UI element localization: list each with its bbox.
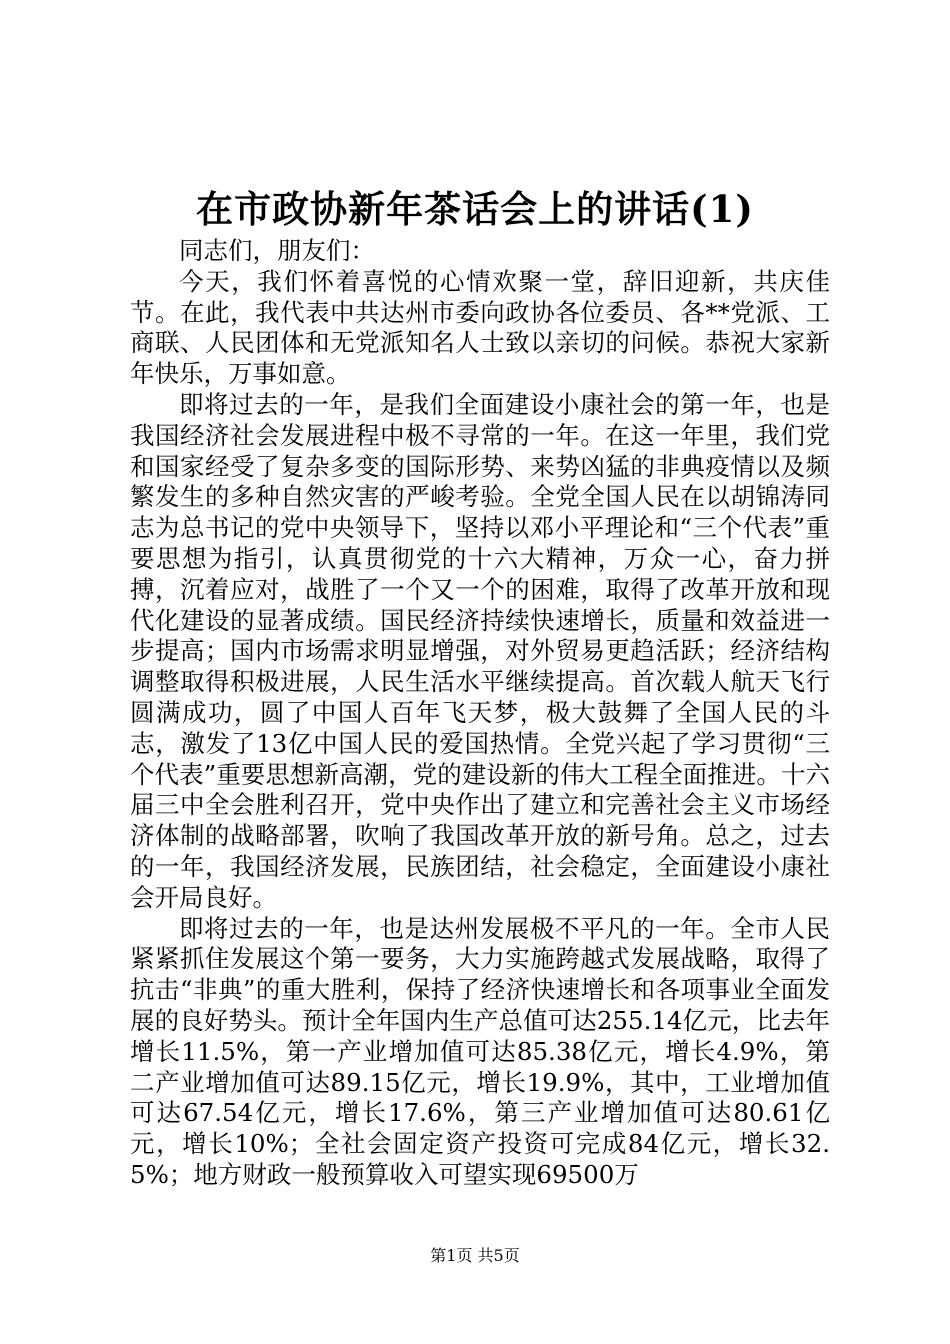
salutation: 同志们，朋友们：: [179, 236, 375, 265]
document-body: [130, 236, 830, 1191]
paragraph-2: 即将过去的一年，是我们全面建设小康社会的第一年，也是我国经济社会发展进程中极不寻常的一年。在这一年里，我们党和国家经受了复杂多变的国际形势、来势凶猛的非典疫情以及频繁发生的多种自然灾害的严峻考验。全党全国人民在以胡锦涛同志为总书记的党中央领导下，坚持以邓小平理论和“三个代表”重要思想为指引，认真贯彻党的十六大精神，万众一心，奋力拼搏，沉着应对，战胜了一个又一个的困难，取得了改革开放和现代化建设的显著成绩。国民经济持续快速增长，质量和效益进一步提高；国内市场需求明显增强，对外贸易更趋活跃；经济结构调整取得积极进展，人民生活水平继续提高。首次载人航天飞行圆满成功，圆了中国人百年飞天梦，极大鼓舞了全国人民的斗志，激发了13亿中国人民的爱国热情。全党兴起了学习贯彻“三个代表”重要思想新高潮，党的建设新的伟大工程全面推进。十六届三中全会胜利召开，党中央作出了建立和完善社会主义市场经济体制的战略部署，吹响了我国改革开放的新号角。总之，过去的一年，我国经济发展，民族团结，社会稳定，全面建设小康社会开局良好。: [130, 389, 830, 912]
paragraph-3: 即将过去的一年，也是达州发展极不平凡的一年。全市人民紧紧抓住发展这个第一要务，大力实施跨越式发展战略，取得了抗击“非典”的重大胜利，保持了经济快速增长和各项事业全面发展的良好势头。预计全年国内生产总值可达255.14亿元，比去年增长11.5%，第一产业增加值可达85.38亿元，增长4.9%，第二产业增加值可达89.15亿元，增长19.9%，其中，工业增加值可达67.54亿元，增长17.6%，第三产业增加值可达80.61亿元，增长10%；全社会固定资产投资可完成84亿元，增长32.5%；地方财政一般预算收入可望实现69500万: [130, 913, 830, 1189]
document-title: 在市政协新年茶话会上的讲话(1): [196, 187, 754, 231]
paragraph-1: 今天，我们怀着喜悦的心情欢聚一堂，辞旧迎新，共庆佳节。在此，我代表中共达州市委向政协各位委员、各**党派、工商联、人民团体和无党派知名人士致以亲切的问候。恭祝大家新年快乐，万事如意。: [130, 266, 830, 389]
page-footer: 第1页 共5页: [430, 1246, 520, 1265]
